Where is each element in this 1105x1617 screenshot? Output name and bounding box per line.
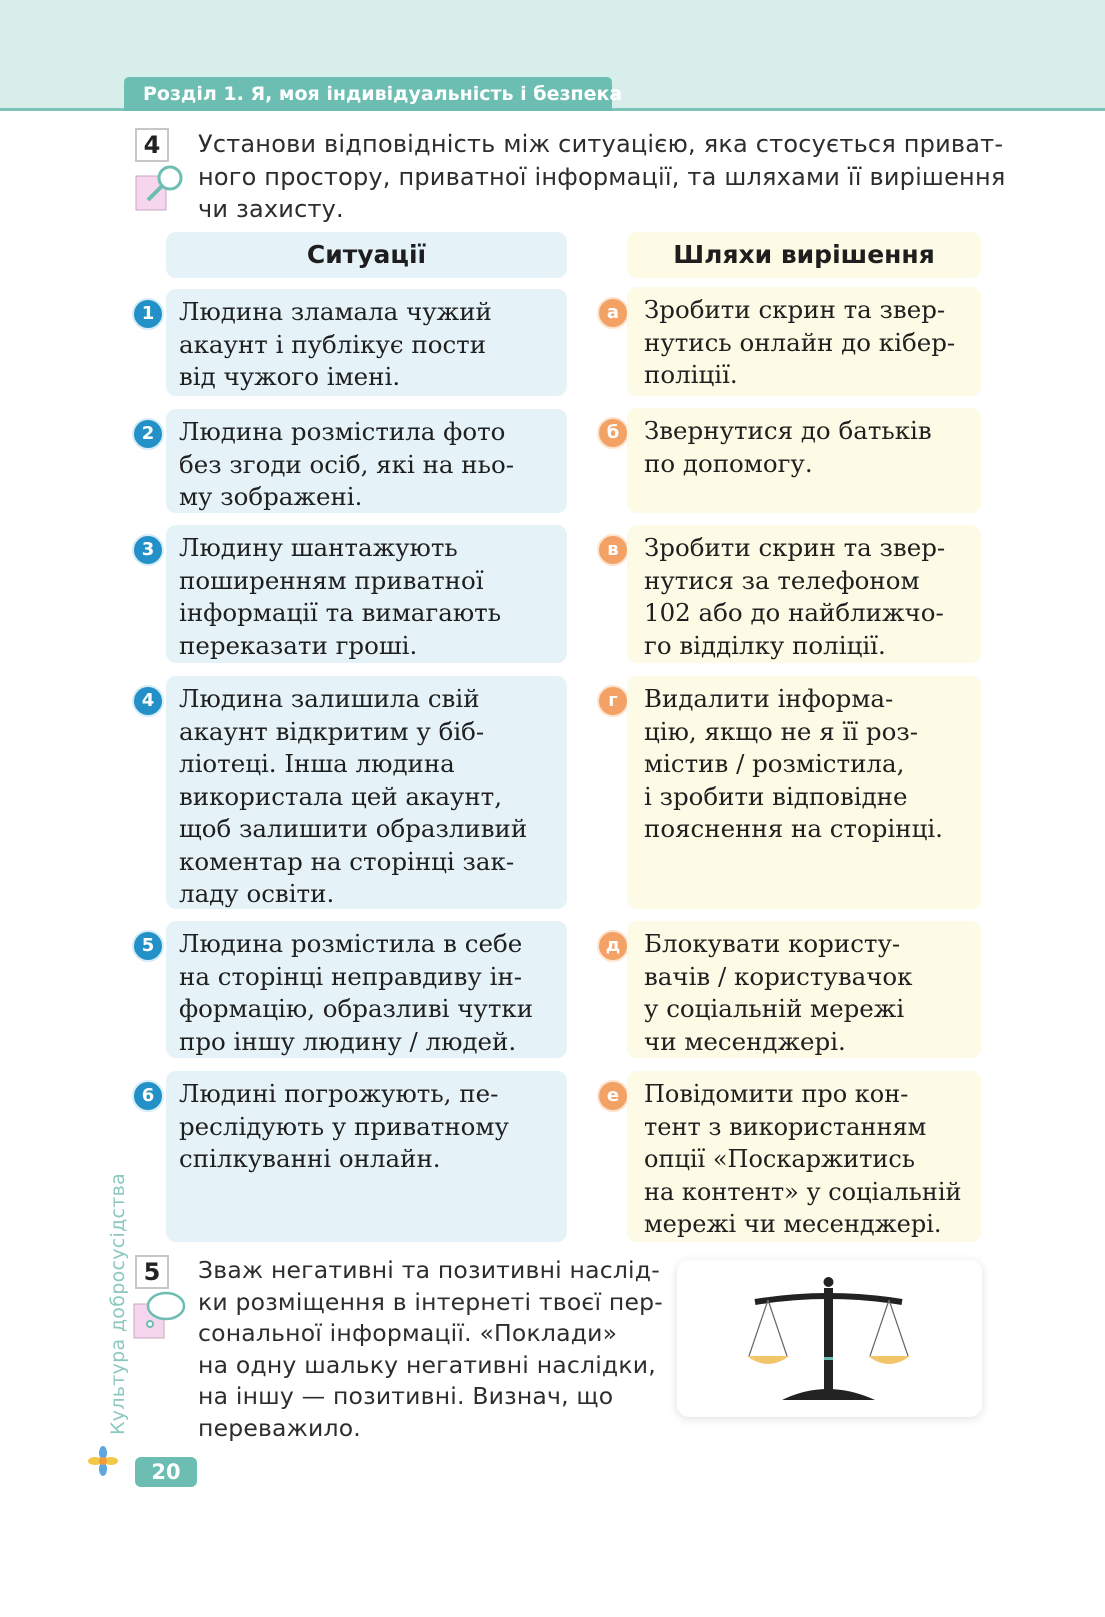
situation-line: поширенням приватної bbox=[179, 565, 484, 595]
task-number-4: 4 bbox=[135, 128, 169, 162]
solution-line: го відділку поліції. bbox=[644, 630, 886, 660]
situation-line: використала цей акаунт, bbox=[179, 781, 503, 811]
solution-line: на контент» у соціальній bbox=[644, 1177, 962, 1206]
task5-line: переважило. bbox=[198, 1413, 361, 1442]
solution-line: нутися за телефоном bbox=[644, 565, 920, 595]
solution-card-h[interactable] bbox=[627, 676, 981, 909]
situation-line: му зображені. bbox=[179, 482, 363, 511]
situations-header: Ситуації bbox=[166, 232, 567, 278]
solution-line: мережі чи месенджері. bbox=[644, 1210, 942, 1238]
situation-line: реслідують у приватному bbox=[179, 1111, 509, 1141]
solution-line: вачів / користувачок bbox=[644, 961, 913, 991]
solution-marker-d: д bbox=[597, 930, 629, 962]
solution-line: містив / розмістила, bbox=[644, 749, 905, 778]
situation-card-5[interactable] bbox=[166, 921, 567, 1058]
task5-text bbox=[198, 1255, 663, 1444]
magnifier-pencil-icon bbox=[134, 162, 186, 214]
side-caption: Культура добросусідства bbox=[107, 1172, 129, 1435]
solution-marker-e: е bbox=[597, 1080, 629, 1112]
situation-card-4[interactable] bbox=[166, 676, 567, 909]
situation-line: щоб залишити образливий bbox=[179, 814, 528, 843]
solution-line: поліції. bbox=[644, 360, 738, 389]
situation-marker-5: 5 bbox=[132, 930, 164, 962]
situation-marker-6: 6 bbox=[132, 1080, 164, 1112]
solution-marker-v: в bbox=[597, 534, 629, 566]
situation-marker-2: 2 bbox=[132, 418, 164, 450]
situation-line: на сторінці неправдиву ін- bbox=[179, 961, 523, 991]
task-number-5: 5 bbox=[135, 1255, 169, 1289]
solution-line: по допомогу. bbox=[644, 448, 813, 478]
solution-card-e[interactable] bbox=[627, 1071, 981, 1242]
situation-line: Людина розмістила в себе bbox=[179, 929, 523, 958]
solution-line: Видалити інформа- bbox=[644, 684, 894, 713]
solutions-header: Шляхи вирішення bbox=[627, 232, 981, 278]
chapter-title: Розділ 1. Я, моя індивідуальність і безпека bbox=[124, 77, 612, 111]
solution-card-d[interactable] bbox=[627, 921, 981, 1058]
solution-card-a[interactable] bbox=[627, 287, 981, 396]
thought-bubble-icon bbox=[132, 1288, 188, 1344]
solution-line: опції «Поскаржитись bbox=[644, 1145, 915, 1173]
solution-line: Зробити скрин та звер- bbox=[644, 295, 946, 324]
task5-line: Зваж негативні та позитивні наслід- bbox=[198, 1256, 660, 1284]
task4-line: Установи відповідність між ситуацією, яка стосується приват- bbox=[198, 130, 1004, 158]
situation-card-3[interactable] bbox=[166, 525, 567, 663]
flower-icon bbox=[88, 1446, 118, 1476]
solution-card-b[interactable] bbox=[627, 408, 981, 513]
situation-card-2[interactable] bbox=[166, 409, 567, 513]
situation-line: акаунт і публікує пости bbox=[179, 329, 487, 359]
solution-line: чи месенджері. bbox=[644, 1026, 846, 1056]
situation-line: Людині погрожують, пе- bbox=[179, 1079, 499, 1108]
situation-card-1[interactable] bbox=[166, 289, 567, 396]
situation-line: про іншу людину / людей. bbox=[179, 1026, 517, 1056]
situation-line: Людина зламала чужий bbox=[179, 297, 492, 326]
situation-line: інформації та вимагають bbox=[179, 598, 502, 627]
solution-line: Блокувати користу- bbox=[644, 929, 901, 958]
situation-marker-1: 1 bbox=[132, 298, 164, 330]
solution-line: пояснення на сторінці. bbox=[644, 814, 943, 843]
balance-scale-icon bbox=[677, 1260, 982, 1417]
task5-line: сональної інформації. «Поклади» bbox=[198, 1319, 618, 1347]
task5-line: на одну шальку негативні наслідки, bbox=[198, 1350, 656, 1379]
situation-line: ліотеці. Інша людина bbox=[179, 749, 455, 778]
page-number: 20 bbox=[135, 1457, 197, 1487]
situation-line: Людину шантажують bbox=[179, 533, 458, 562]
situation-line: формацію, образливі чутки bbox=[179, 994, 534, 1023]
situation-marker-4: 4 bbox=[132, 685, 164, 717]
solution-line: тент з використанням bbox=[644, 1112, 927, 1141]
situation-line: переказати гроші. bbox=[179, 630, 418, 660]
solution-card-v[interactable] bbox=[627, 525, 981, 663]
situation-line: акаунт відкритим у біб- bbox=[179, 716, 485, 746]
solution-line: Повідомити про кон- bbox=[644, 1080, 909, 1108]
task5-line: на іншу — позитивні. Визнач, що bbox=[198, 1382, 614, 1410]
solution-marker-h: г bbox=[597, 685, 629, 717]
solution-line: Звернутися до батьків bbox=[644, 416, 932, 445]
situation-line: ладу освіти. bbox=[179, 879, 335, 908]
task5-line: ки розміщення в інтернеті твоєї пер- bbox=[198, 1287, 663, 1316]
solution-line: 102 або до найближчо- bbox=[644, 598, 944, 627]
task4-line: чи захисту. bbox=[198, 195, 344, 223]
solution-line: у соціальній мережі bbox=[644, 994, 905, 1023]
situation-line: коментар на сторінці зак- bbox=[179, 846, 515, 876]
situation-line: без згоди осіб, які на ньо- bbox=[179, 449, 514, 479]
solution-line: Зробити скрин та звер- bbox=[644, 533, 946, 562]
situation-line: спілкуванні онлайн. bbox=[179, 1144, 441, 1173]
solution-line: і зробити відповідне bbox=[644, 781, 908, 811]
situation-marker-3: 3 bbox=[132, 534, 164, 566]
solution-marker-a: а bbox=[597, 297, 629, 329]
task4-line: ного простору, приватної інформації, та шляхами її вирішення bbox=[198, 162, 1006, 191]
situation-card-6[interactable] bbox=[166, 1071, 567, 1242]
situation-line: від чужого імені. bbox=[179, 362, 401, 391]
solution-line: нутись онлайн до кібер- bbox=[644, 327, 956, 357]
task4-text bbox=[198, 128, 1006, 226]
solution-line: цію, якщо не я її роз- bbox=[644, 716, 918, 746]
solution-marker-b: б bbox=[597, 417, 629, 449]
situation-line: Людина залишила свій bbox=[179, 684, 480, 713]
scale-illustration-card bbox=[677, 1260, 982, 1417]
situation-line: Людина розмістила фото bbox=[179, 417, 506, 446]
